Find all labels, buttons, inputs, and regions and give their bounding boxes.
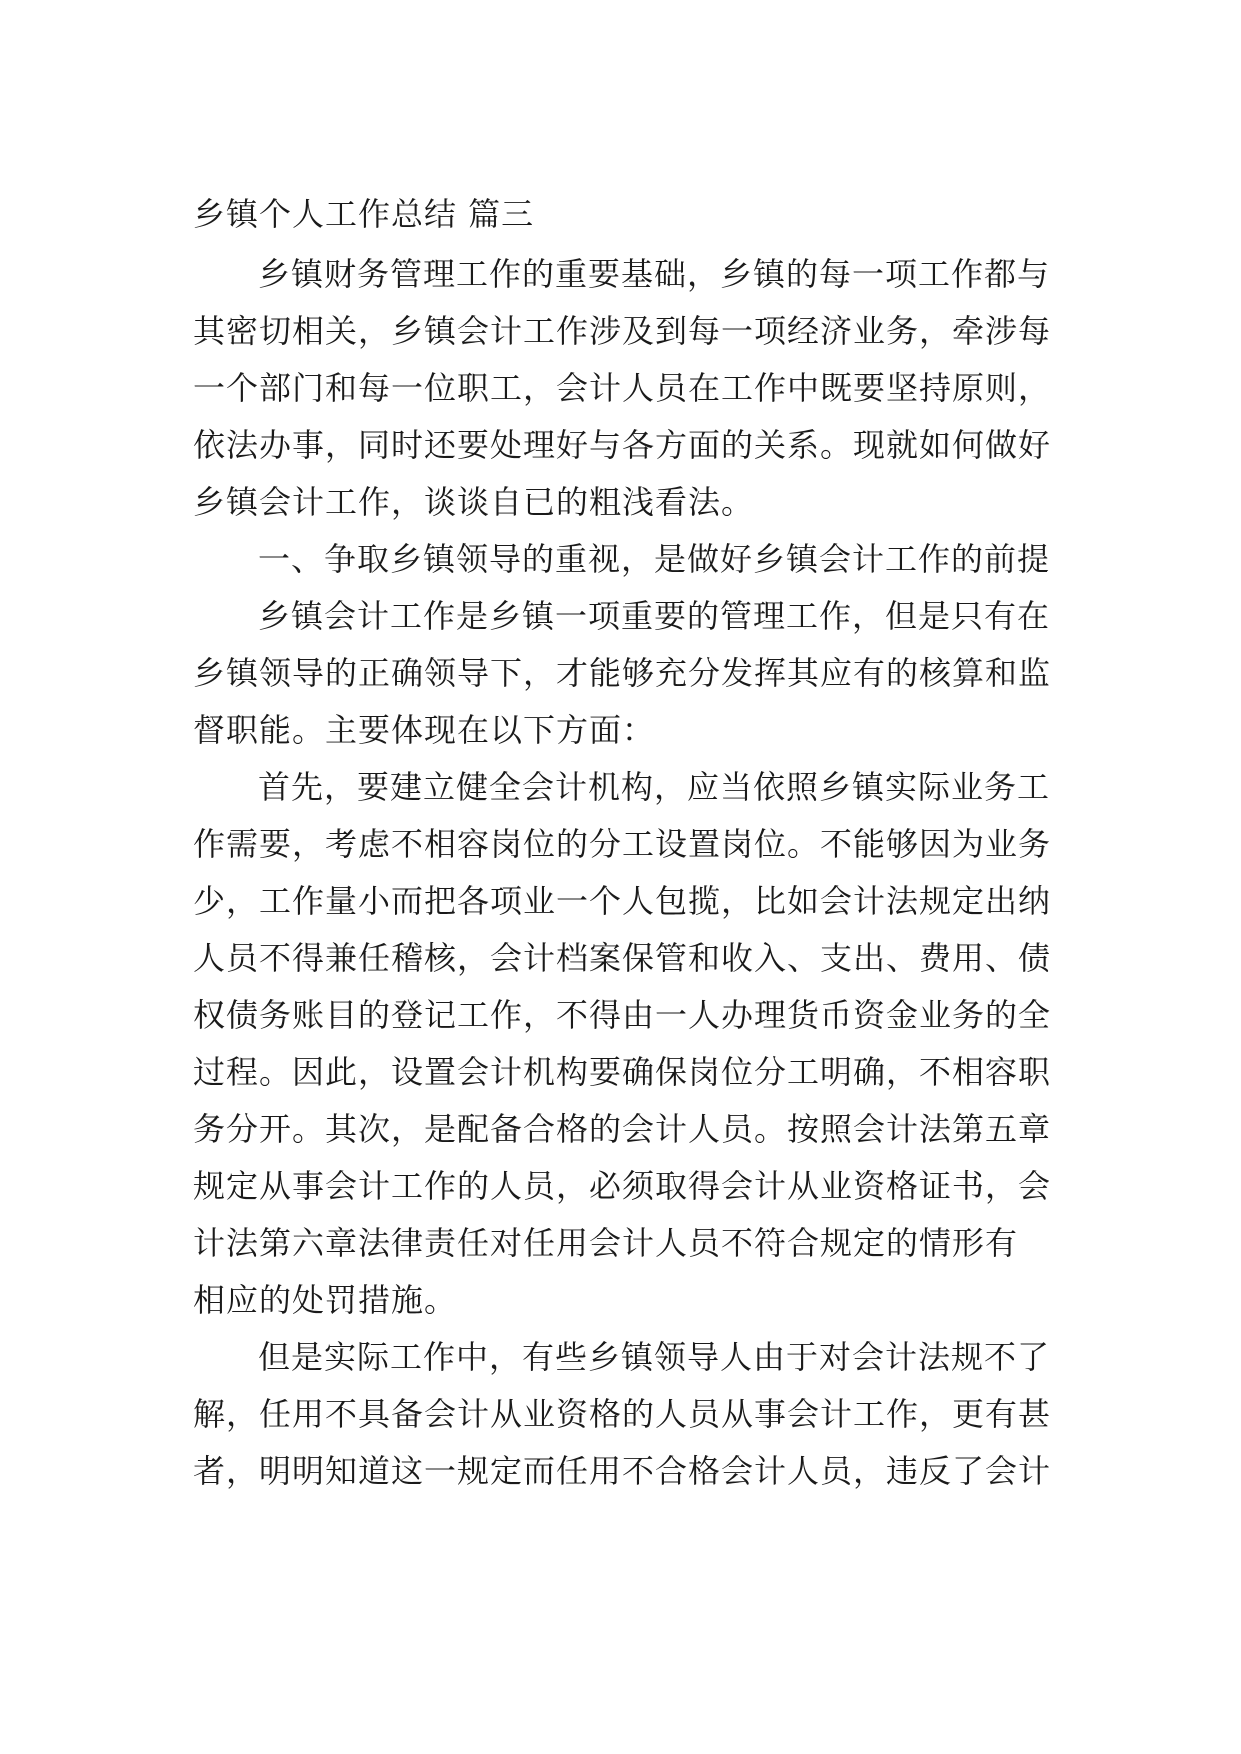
paragraph-line: 计法第六章法律责任对任用会计人员不符合规定的情形有 [193, 1224, 1019, 1262]
paragraph-line: 其密切相关，乡镇会计工作涉及到每一项经济业务，牵涉每 [193, 312, 1052, 350]
paragraph-line: 乡镇会计工作是乡镇一项重要的管理工作，但是只有在 [258, 597, 1051, 635]
paragraph-line: 乡镇会计工作，谈谈自已的粗浅看法。 [193, 483, 755, 521]
paragraph-line: 首先，要建立健全会计机构，应当依照乡镇实际业务工 [258, 768, 1051, 806]
paragraph-line: 但是实际工作中，有些乡镇领导人由于对会计法规不了 [258, 1338, 1051, 1376]
document-title: 乡镇个人工作总结 篇三 [193, 195, 535, 233]
paragraph-line: 乡镇财务管理工作的重要基础，乡镇的每一项工作都与 [258, 255, 1051, 293]
paragraph-line: 乡镇领导的正确领导下，才能够充分发挥其应有的核算和监 [193, 654, 1052, 692]
paragraph-line: 少，工作量小而把各项业一个人包揽，比如会计法规定出纳 [193, 882, 1052, 920]
paragraph-line: 人员不得兼任稽核，会计档案保管和收入、支出、费用、债 [193, 939, 1052, 977]
section-heading: 一、争取乡镇领导的重视，是做好乡镇会计工作的前提 [258, 540, 1051, 578]
paragraph-line: 依法办事，同时还要处理好与各方面的关系。现就如何做好 [193, 426, 1052, 464]
paragraph-line: 作需要，考虑不相容岗位的分工设置岗位。不能够因为业务 [193, 825, 1052, 863]
paragraph-line: 过程。因此，设置会计机构要确保岗位分工明确，不相容职 [193, 1053, 1052, 1091]
paragraph-line: 督职能。主要体现在以下方面： [193, 711, 656, 749]
paragraph-line: 权债务账目的登记工作，不得由一人办理货币资金业务的全 [193, 996, 1052, 1034]
paragraph-line: 解，任用不具备会计从业资格的人员从事会计工作，更有甚 [193, 1395, 1052, 1433]
paragraph-line: 务分开。其次，是配备合格的会计人员。按照会计法第五章 [193, 1110, 1052, 1148]
paragraph-line: 一个部门和每一位职工，会计人员在工作中既要坚持原则， [193, 369, 1052, 407]
paragraph-line: 相应的处罚措施。 [193, 1281, 458, 1319]
paragraph-line: 规定从事会计工作的人员，必须取得会计从业资格证书，会 [193, 1167, 1052, 1205]
paragraph-line: 者，明明知道这一规定而任用不合格会计人员，违反了会计 [193, 1452, 1052, 1490]
